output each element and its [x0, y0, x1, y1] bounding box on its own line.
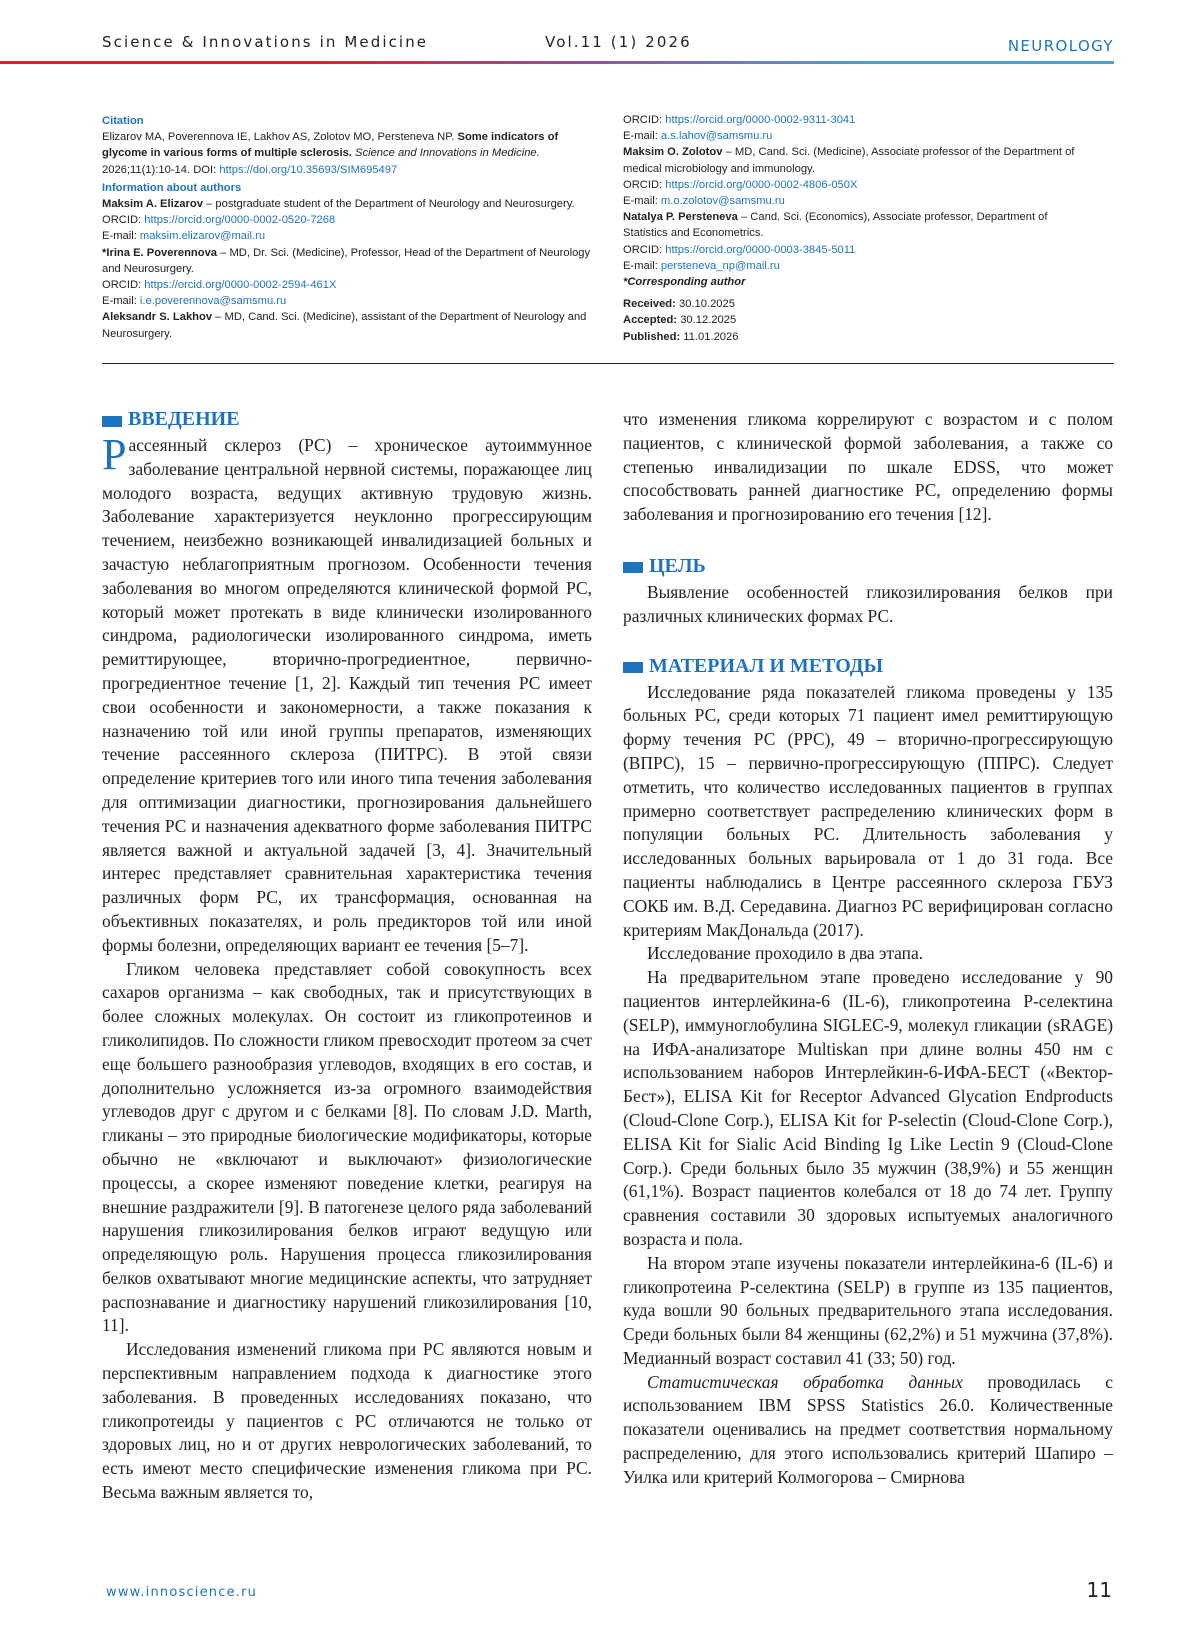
- footer-website-link[interactable]: www.innoscience.ru: [106, 1585, 258, 1600]
- paragraph: Исследование ряда показателей гликома проведены у 135 больных РС, среди которых 71 пациент имел ремиттирующую форму течения РС (РРС), 49 – вторично-прогрессирующую (ВПРС), 15 – первично-прогрессирующую (ППРС). Следует отметить, что количество исследованных пациентов в группах примерно соответствует распределению клинических форм в популяции больных РС. Длительность заболевания у исследованных больных варьировала от 1 до 31 года. Все пациенты наблюдались в Центре рассеянного склероза ГБУЗ СОКБ им. В.Д. Середавина. Диагноз РС верифицирован согласно критериям МакДональда (2017).: [623, 681, 1113, 940]
- author-entry: Natalya P. Persteneva – Cand. Sci. (Economics), Associate professor, Department of Statistics and Econometrics. ORCID: https://orcid.org/0000-0003-3845-5011 E-mail: persteneva_np@mail.ru: [623, 211, 1048, 272]
- section-heading-introduction: ВВЕДЕНИЕ: [102, 406, 592, 434]
- volume-issue: Vol.11 (1) 2026: [545, 33, 692, 51]
- paragraph: Исследование проходило в два этапа.: [647, 943, 924, 964]
- orcid-link[interactable]: https://orcid.org/0000-0002-2594-461X: [144, 279, 337, 292]
- author-name: Maksim O. Zolotov: [623, 146, 723, 159]
- doi-link[interactable]: https://doi.org/10.35693/SIM695497: [219, 163, 398, 176]
- email-link[interactable]: maksim.elizarov@mail.ru: [139, 230, 266, 243]
- author-name: Maksim A. Elizarov: [102, 198, 203, 211]
- author-entry: Maksim O. Zolotov – MD, Cand. Sci. (Medicine), Associate professor of the Department of medical microbiology and immunology. ORCID: https://orcid.org/0000-0002-4806-050X E-mail: m.o.zolotov@samsmu.ru: [623, 146, 1075, 208]
- heading-square-icon: [102, 416, 122, 427]
- author-entry: *Irina E. Poverennova – MD, Dr. Sci. (Medicine), Professor, Head of the Department of Neurology and Neurosurgery. ORCID: https://orcid.org/0000-0002-2594-461X E-mail: i.e.poverennova@samsmu.ru: [102, 246, 591, 308]
- header-gradient-rule: [0, 61, 1114, 64]
- paragraph: Исследования изменений гликома при РС являются новым и перспективным направлением подхода к диагностике этого заболевания. В проведенных исследованиях показано, что гликопротеиды у пациентов с РС отличаются не только от здоровых лиц, но и от других неврологических заболеваний, то есть имеют место специфические изменения гликома при РС. Весьма важным является то,: [102, 1339, 592, 1503]
- author-name: *Irina E. Poverennova: [102, 246, 218, 259]
- page-number: 11: [1086, 1578, 1112, 1602]
- drop-cap: Р: [102, 430, 127, 479]
- received-date: 30.10.2025: [675, 298, 735, 311]
- author-entry: ORCID: https://orcid.org/0000-0002-9311-3041 E-mail: a.s.lahov@samsmu.ru: [623, 114, 856, 143]
- body-column-left: [102, 406, 592, 1505]
- journal-title: Science & Innovations in Medicine: [102, 33, 429, 51]
- paragraph: Гликом человека представляет собой совокупность всех сахаров организма – как свободных, так и присутствующих в более сложных молекулах. Он состоит из гликопротеинов и гликолипидов. По сложности гликом превосходит протеом за счет еще большего разнообразия углеводов, входящих в его состав, и дополнительно усложняется из-за огромного взаимодействия углеводов друг с другом и с белками [8]. По словам J.D. Marth, гликаны – это природные биологические модификаторы, которые обычно не «включают и выключают» физиологические процессы, а скорее изменяют поведение клетки, реагируя на внешние раздражители [9]. В патогенезе целого ряда заболеваний нарушения гликозилирования белков играют ведущую или определяющую роль. Нарушения процесса гликозилирования белков охватывают многие медицинские аспекты, что затрудняет распознавание и диагностику нарушений гликозилирования [10, 11].: [102, 958, 592, 1336]
- section-label: NEUROLOGY: [1007, 37, 1114, 55]
- body-column-right: [623, 408, 1113, 1490]
- corresponding-note: *Corresponding author: [623, 276, 746, 289]
- email-link[interactable]: a.s.lahov@samsmu.ru: [660, 130, 773, 143]
- paragraph: Статистическая обработка данных проводилась с использованием IBM SPSS Statistics 26.0. Количественные показатели оценивались на предмет соответствия нормальному распределению, для этого использовались критерий Шапиро – Уилка или критерий Колмогорова – Смирнова: [623, 1371, 1113, 1487]
- author-entry: Maksim A. Elizarov – postgraduate student of the Department of Neurology and Neurosurgery. ORCID: https://orcid.org/0000-0002-0520-7268 E-mail: maksim.elizarov@mail.ru: [102, 198, 575, 243]
- email-link[interactable]: m.o.zolotov@samsmu.ru: [660, 195, 785, 208]
- section-heading-aim: ЦЕЛЬ: [623, 553, 1113, 581]
- citation-block: [102, 113, 592, 342]
- heading-square-icon: [623, 562, 643, 573]
- author-name: Aleksandr S. Lakhov: [102, 311, 213, 324]
- citation-label: Citation: [102, 115, 144, 127]
- citation-text: Elizarov MA, Poverennova IE, Lakhov AS, Zolotov MO, Persteneva NP. Some indicators of glycome in various forms of multiple sclerosis. Science and Innovations in Medicine. 2026;11(1):10-14. DOI: https://doi.org/10.35693/SIM695497: [102, 131, 559, 176]
- authors-block-continued: [623, 112, 1093, 345]
- email-link[interactable]: i.e.poverennova@samsmu.ru: [139, 295, 287, 308]
- orcid-link[interactable]: https://orcid.org/0000-0003-3845-5011: [665, 243, 856, 256]
- orcid-link[interactable]: https://orcid.org/0000-0002-9311-3041: [665, 114, 856, 126]
- paragraph: Рассеянный склероз (РС) – хроническое аутоиммунное заболевание центральной нервной системы, поражающее лиц молодого возраста, ведущих активную трудовую жизнь. Заболевание характеризуется неуклонно прогрессирующим течением, неизбежно возникающей инвалидизацией больных и зачастую неблагоприятным прогнозом. Особенности течения заболевания во многом определяются клинической формой РС, который может протекать в виде клинически изолированного синдрома, радиологически изолированного синдрома, иметь ремиттирующее, вторично-прогредиентное, первично-прогредиентное течение [1, 2]. Каждый тип течения РС имеет свои особенности и закономерности, а также показания к назначению той или иной группы препаратов, изменяющих течение рассеянного склероза (ПИТРС). В этой связи определение критериев того или иного типа течения заболевания для оптимизации диагностики, прогнозирования дальнейшего течения РС и назначения адекватного форме заболевания ПИТРС является важной и актуальной задачей [3, 4]. Значительный интерес представляет сравнительная характеристика течения различных форм РС, их трансформация, основанная на объективных показателях, и роль предикторов той или иной формы болезни, определяющих вариант ее течения [5–7].: [102, 430, 592, 955]
- section-heading-methods: МАТЕРИАЛ И МЕТОДЫ: [623, 653, 1113, 681]
- paragraph: На предварительном этапе проведено исследование у 90 пациентов интерлейкина-6 (IL-6), гликопротеина Р-селектина (SELP), иммуноглобулина SIGLEC-9, молекул гликации (sRAGE) на ИФА-анализаторе Multiskan при длине волны 450 нм с использованием наборов Интерлейкин-6-ИФА-БЕСТ («Вектор-Бест»), ELISA Kit for Receptor Advanced Glycation Endproducts (Cloud-Clone Corp.), ELISA Kit for P-selectin (Cloud-Clone Corp.), ELISA Kit for Sialic Acid Binding Ig Like Lectin 9 (Cloud-Clone Corp.). Среди больных было 35 мужчин (38,9%) и 55 женщин (61,1%). Возраст пациентов колебался от 18 до 74 лет. Группу сравнения составили 30 здоровых испытуемых аналогичного возраста и пола.: [623, 967, 1113, 1249]
- author-name: Natalya P. Persteneva: [623, 211, 738, 224]
- authors-label: Information about authors: [102, 181, 242, 194]
- paragraph: На втором этапе изучены показатели интерлейкина-6 (IL-6) и гликопротеина Р-селектина (SELP) в группе из 135 пациентов, куда вошли 90 больных предварительного этапа исследования. Среди больных были 84 женщины (62,2%) и 51 мужчина (37,8%). Медианный возраст составил 41 (33; 50) год.: [623, 1252, 1113, 1368]
- orcid-link[interactable]: https://orcid.org/0000-0002-0520-7268: [144, 214, 336, 227]
- info-divider: [102, 363, 1114, 364]
- orcid-link[interactable]: https://orcid.org/0000-0002-4806-050X: [665, 178, 858, 191]
- heading-square-icon: [623, 662, 643, 673]
- author-entry: Aleksandr S. Lakhov – MD, Cand. Sci. (Medicine), assistant of the Department of Neurology and Neurosurgery.: [102, 311, 587, 340]
- accepted-date: 30.12.2025: [677, 314, 737, 327]
- email-link[interactable]: persteneva_np@mail.ru: [660, 259, 780, 272]
- paragraph: что изменения гликома коррелируют с возрастом и с полом пациентов, с клинической формой заболевания, а также со степенью инвалидизации по шкале EDSS, что может способствовать ранней диагностике РС, определению формы заболевания и прогнозированию его течения [12].: [623, 409, 1113, 525]
- paragraph: Выявление особенностей гликозилирования белков при различных клинических формах РС.: [623, 581, 1113, 626]
- published-date: 11.01.2026: [680, 330, 739, 343]
- publication-dates: Received: 30.10.2025 Accepted: 30.12.2025 Published: 11.01.2026: [623, 298, 739, 343]
